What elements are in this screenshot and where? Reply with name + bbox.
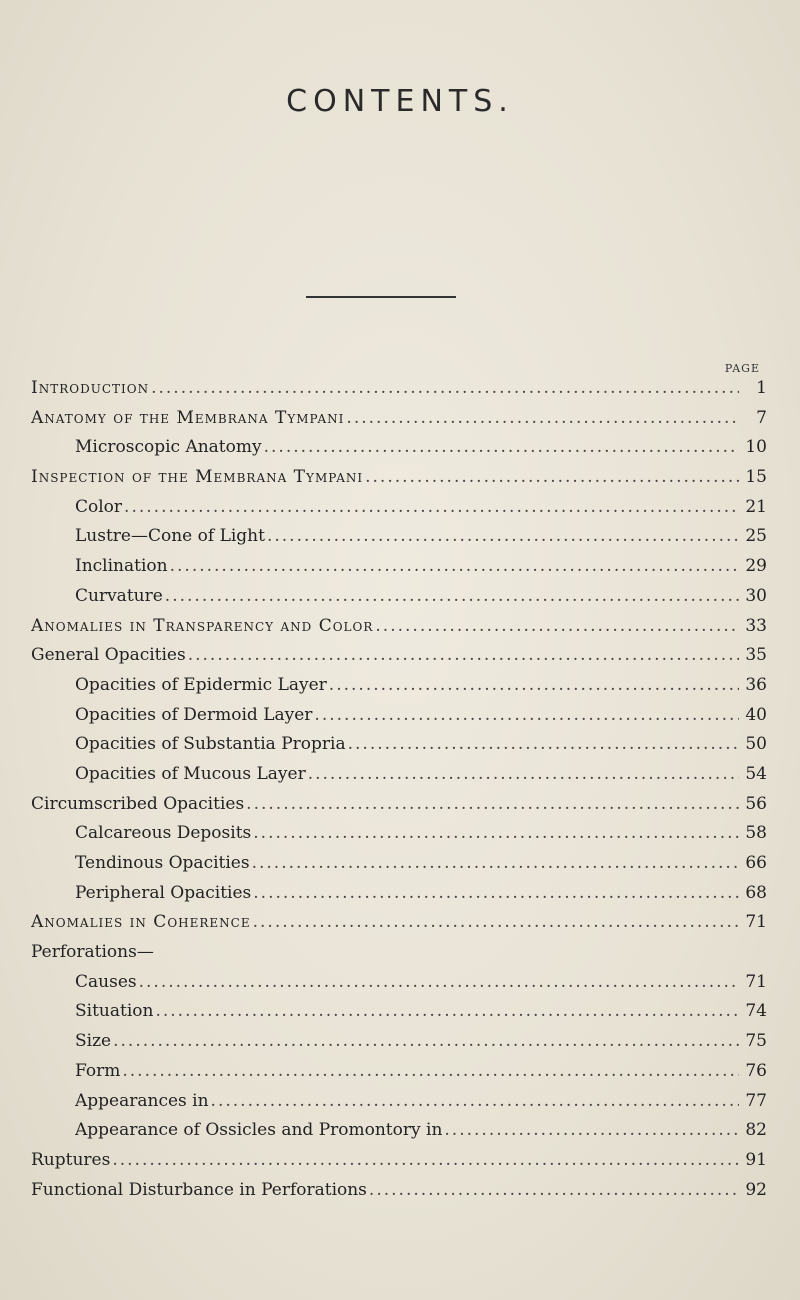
toc-entry-title: Perforations— — [31, 942, 154, 963]
toc-entry-title: Opacities of Mucous Layer — [75, 763, 306, 784]
toc-entry — [75, 1001, 767, 1031]
toc-entry — [75, 883, 767, 913]
toc-entry — [75, 437, 767, 467]
toc-entry-title: Appearances in — [75, 1090, 209, 1111]
toc-entry-title: Anomalies in Transparency and Color — [31, 615, 374, 636]
toc-entry-page-number: 66 — [745, 853, 767, 873]
toc-entry — [31, 912, 767, 942]
toc-entry-page-number: 71 — [745, 971, 767, 992]
toc-entry — [75, 1061, 767, 1091]
toc-entry-page-number: 35 — [745, 645, 767, 666]
toc-entry-title: Situation — [75, 1001, 154, 1022]
toc-entry — [31, 1150, 767, 1180]
toc-entry — [75, 734, 767, 764]
toc-entry-page-number: 33 — [745, 615, 767, 636]
toc-entry-title: Peripheral Opacities — [75, 882, 252, 903]
toc-entry-title: Microscopic Anatomy — [75, 437, 262, 458]
toc-entry-page-number: 56 — [745, 793, 767, 814]
toc-entry-title: Causes — [75, 971, 137, 992]
dot-leader — [170, 556, 739, 576]
toc-entry-page-number: 54 — [745, 763, 767, 784]
toc-entry-title: General Opacities — [31, 645, 186, 666]
dot-leader — [375, 616, 739, 636]
toc-entry — [75, 705, 767, 735]
dot-leader — [252, 853, 739, 873]
dot-leader — [314, 705, 739, 725]
dot-leader — [151, 378, 739, 398]
title-divider — [306, 296, 456, 298]
toc-entry-page-number: 36 — [745, 674, 767, 695]
toc-entry — [75, 1091, 767, 1121]
toc-entry-page-number: 29 — [745, 556, 767, 577]
toc-entry-title: Anatomy of the Membrana Tympani — [31, 407, 345, 428]
toc-entry-page-number: 74 — [745, 1001, 767, 1022]
toc-entry-page-number: 40 — [745, 704, 767, 725]
toc-entry-title: Opacities of Substantia Propria — [75, 734, 346, 755]
table-of-contents — [0, 378, 800, 1209]
toc-entry — [75, 1120, 767, 1150]
toc-entry-page-number: 76 — [745, 1060, 767, 1081]
toc-entry-page-number: 10 — [745, 437, 767, 458]
toc-entry-title: Form — [75, 1060, 121, 1081]
dot-leader — [188, 645, 739, 665]
toc-entry-page-number: 91 — [745, 1149, 767, 1170]
toc-entry-page-number: 30 — [745, 585, 767, 606]
toc-entry — [31, 467, 767, 497]
dot-leader — [348, 734, 739, 754]
toc-entry-title: Inspection of the Membrana Tympani — [31, 467, 364, 488]
toc-entry-title: Inclination — [75, 556, 168, 577]
dot-leader — [264, 437, 739, 457]
toc-entry — [75, 853, 767, 883]
dot-leader — [444, 1120, 739, 1140]
toc-entry-title: Color — [75, 496, 123, 517]
toc-entry-page-number: 58 — [745, 823, 767, 844]
dot-leader — [155, 1001, 739, 1021]
toc-entry-page-number: 7 — [756, 407, 767, 428]
dot-leader — [369, 1180, 739, 1200]
toc-entry-page-number: 21 — [745, 496, 767, 517]
dot-leader — [139, 972, 739, 992]
toc-entry — [31, 408, 767, 438]
toc-entry-page-number: 71 — [745, 912, 767, 933]
toc-entry — [31, 794, 767, 824]
dot-leader — [122, 1061, 739, 1081]
dot-leader — [346, 408, 739, 428]
toc-entry-page-number: 68 — [745, 882, 767, 903]
toc-entry-title: Circumscribed Opacities — [31, 793, 245, 814]
dot-leader — [124, 497, 739, 517]
toc-entry — [75, 823, 767, 853]
toc-entry-page-number: 15 — [745, 467, 767, 488]
toc-entry-page-number: 92 — [745, 1179, 767, 1200]
toc-entry-title: Functional Disturbance in Perforations — [31, 1179, 367, 1200]
toc-entry — [75, 972, 767, 1002]
toc-entry — [31, 616, 767, 646]
toc-entry — [31, 942, 767, 972]
toc-entry — [75, 586, 767, 616]
toc-entry-title: Tendinous Opacities — [75, 853, 250, 873]
toc-entry-page-number: 50 — [745, 734, 767, 755]
toc-entry-title: Opacities of Epidermic Layer — [75, 674, 327, 695]
toc-entry — [31, 645, 767, 675]
toc-entry — [31, 1180, 767, 1210]
toc-entry-page-number: 1 — [756, 378, 767, 398]
toc-entry — [75, 497, 767, 527]
dot-leader — [165, 586, 739, 606]
toc-entry-title: Opacities of Dermoid Layer — [75, 704, 313, 725]
toc-entry — [75, 1031, 767, 1061]
toc-entry — [75, 556, 767, 586]
page-column-heading: PAGE — [724, 362, 760, 375]
dot-leader — [112, 1150, 739, 1170]
toc-entry-title: Anomalies in Coherence — [31, 912, 251, 933]
toc-entry — [75, 526, 767, 556]
dot-leader — [253, 912, 739, 932]
toc-entry-title: Size — [75, 1031, 112, 1052]
dot-leader — [329, 675, 739, 695]
toc-entry — [31, 378, 767, 408]
toc-entry — [75, 675, 767, 705]
toc-entry-title: Calcareous Deposits — [75, 823, 252, 844]
page-title: CONTENTS. — [286, 84, 514, 119]
dot-leader — [211, 1091, 739, 1111]
toc-entry-page-number: 77 — [745, 1090, 767, 1111]
toc-entry-page-number: 75 — [745, 1031, 767, 1052]
toc-entry-title: Introduction — [31, 378, 150, 398]
toc-entry-page-number: 25 — [745, 526, 767, 547]
toc-entry-title: Curvature — [75, 585, 163, 606]
toc-entry-title: Ruptures — [31, 1149, 111, 1170]
dot-leader — [365, 467, 739, 487]
dot-leader — [267, 526, 739, 546]
toc-entry-title: Appearance of Ossicles and Promontory in — [75, 1120, 443, 1141]
dot-leader — [113, 1031, 739, 1051]
dot-leader — [246, 794, 739, 814]
dot-leader — [308, 764, 739, 784]
toc-entry-title: Lustre—Cone of Light — [75, 526, 265, 547]
toc-entry — [75, 764, 767, 794]
toc-entry-page-number: 82 — [745, 1120, 767, 1141]
dot-leader — [253, 823, 739, 843]
dot-leader — [253, 883, 739, 903]
